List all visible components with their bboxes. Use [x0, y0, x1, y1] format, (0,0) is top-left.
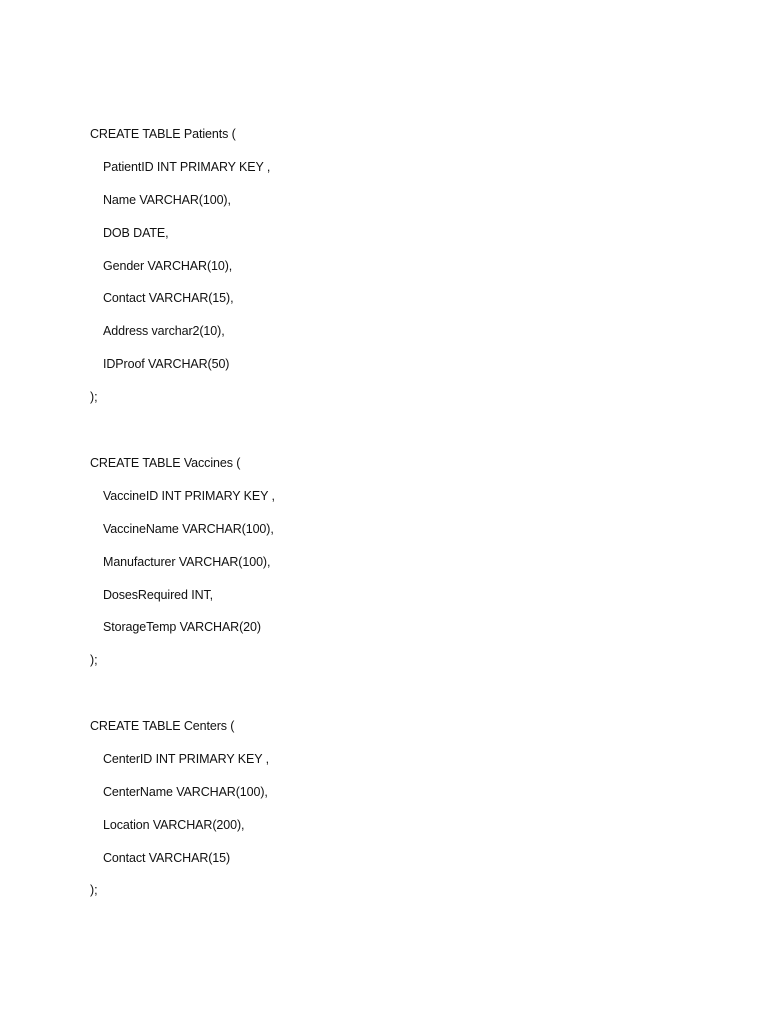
create-table-statement: CREATE TABLE Centers (: [90, 719, 235, 733]
create-table-statement: CREATE TABLE Vaccines (: [90, 456, 241, 470]
statement-terminator: );: [90, 390, 98, 405]
column-definition: Contact VARCHAR(15),: [103, 291, 234, 306]
column-definition: Location VARCHAR(200),: [103, 817, 245, 832]
column-definition: Manufacturer VARCHAR(100),: [103, 554, 271, 569]
column-definition: IDProof VARCHAR(50): [103, 357, 230, 372]
column-definition: StorageTemp VARCHAR(20): [103, 620, 261, 635]
column-definition: DosesRequired INT,: [103, 587, 214, 602]
column-definition: DOB DATE,: [103, 225, 169, 240]
sql-block-patients: [90, 118, 270, 414]
column-definition: CenterName VARCHAR(100),: [103, 784, 268, 799]
column-definition: Contact VARCHAR(15): [103, 850, 231, 865]
column-definition: VaccineName VARCHAR(100),: [103, 521, 274, 536]
column-definition: Gender VARCHAR(10),: [103, 258, 233, 273]
column-definition: VaccineID INT PRIMARY KEY ,: [103, 488, 275, 503]
statement-terminator: );: [90, 883, 98, 898]
create-table-statement: CREATE TABLE Patients (: [90, 127, 236, 141]
column-definition: Name VARCHAR(100),: [103, 192, 231, 207]
column-definition: PatientID INT PRIMARY KEY ,: [103, 159, 271, 174]
column-definition: Address varchar2(10),: [103, 324, 225, 339]
column-definition: CenterID INT PRIMARY KEY ,: [103, 751, 269, 766]
sql-block-vaccines: [90, 447, 275, 677]
sql-block-centers: [90, 710, 269, 907]
statement-terminator: );: [90, 653, 98, 668]
